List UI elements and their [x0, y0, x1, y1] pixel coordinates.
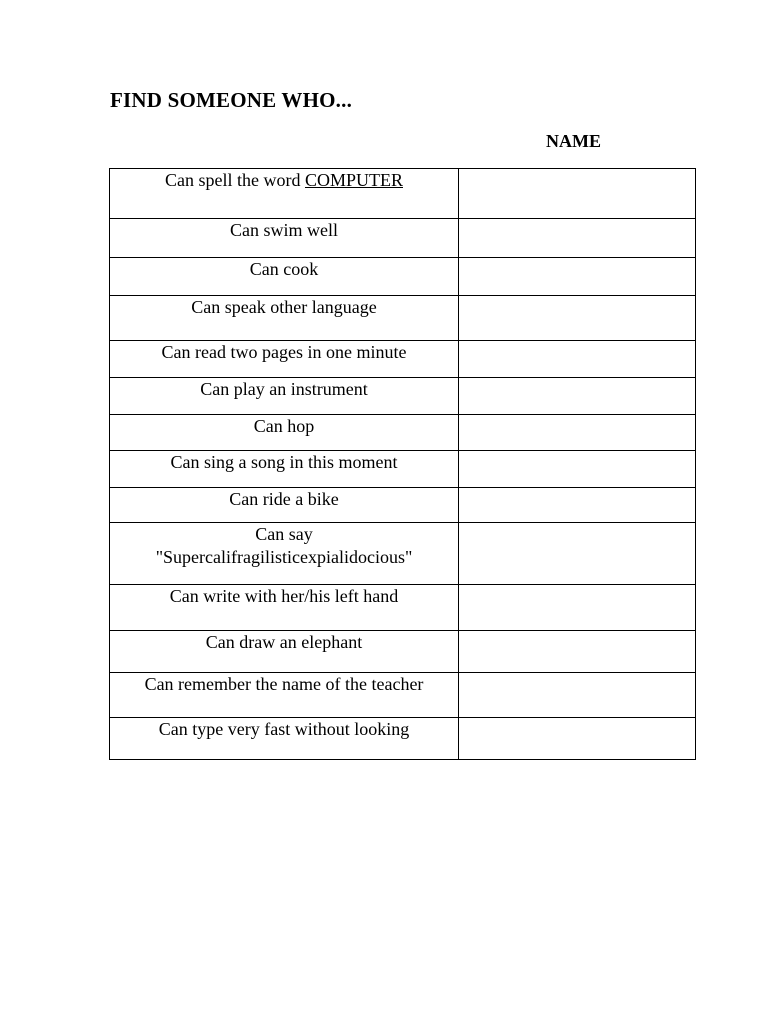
name-column-header: NAME	[546, 131, 601, 151]
table-row	[110, 341, 696, 378]
prompt-cell	[110, 488, 459, 523]
prompt-text: Can swim well	[230, 220, 338, 240]
prompt-cell	[110, 296, 459, 341]
name-answer-cell[interactable]	[459, 296, 696, 341]
name-answer-cell[interactable]	[459, 585, 696, 631]
table-row	[110, 415, 696, 451]
prompt-text: Can draw an elephant	[205, 632, 363, 652]
prompt-text: Can cook	[249, 259, 319, 279]
prompt-cell	[110, 341, 459, 378]
prompt-cell	[110, 169, 459, 219]
name-answer-cell[interactable]	[459, 451, 696, 488]
name-answer-cell[interactable]	[459, 488, 696, 523]
name-answer-cell[interactable]	[459, 219, 696, 258]
prompt-text: Can ride a bike	[229, 489, 339, 509]
table-row	[110, 718, 696, 760]
name-answer-cell[interactable]	[459, 415, 696, 451]
prompt-text: Can type very fast without looking	[158, 719, 410, 739]
prompt-cell	[110, 258, 459, 296]
prompt-text: Can hop	[253, 416, 315, 436]
prompt-text: Can read two pages in one minute	[161, 342, 407, 362]
table-row	[110, 296, 696, 341]
prompt-cell	[110, 523, 459, 585]
name-answer-cell[interactable]	[459, 341, 696, 378]
worksheet-title: FIND SOMEONE WHO...	[110, 88, 353, 112]
table-row	[110, 673, 696, 718]
prompt-cell	[110, 415, 459, 451]
prompt-text: Can spell the word	[165, 170, 305, 190]
prompt-text: Can speak other language	[191, 297, 377, 317]
prompt-text: Can remember the name of the teacher	[144, 674, 424, 694]
table-row	[110, 523, 696, 585]
prompt-text: Can sing a song in this moment	[170, 452, 398, 472]
table-row	[110, 585, 696, 631]
name-answer-cell[interactable]	[459, 718, 696, 760]
prompt-text: Can write with her/his left hand	[169, 586, 399, 606]
name-answer-cell[interactable]	[459, 631, 696, 673]
name-answer-cell[interactable]	[459, 258, 696, 296]
prompt-cell	[110, 378, 459, 415]
prompt-cell	[110, 585, 459, 631]
prompt-cell	[110, 631, 459, 673]
name-answer-cell[interactable]	[459, 378, 696, 415]
table-row	[110, 451, 696, 488]
table-row	[110, 258, 696, 296]
name-answer-cell[interactable]	[459, 673, 696, 718]
table-row	[110, 488, 696, 523]
table-row	[110, 169, 696, 219]
find-someone-table	[109, 168, 696, 760]
table-row	[110, 219, 696, 258]
name-answer-cell[interactable]	[459, 169, 696, 219]
table-row	[110, 631, 696, 673]
table-row	[110, 378, 696, 415]
prompt-text: Can say "Supercalifragilisticexpialidocious"	[155, 524, 413, 567]
prompt-cell	[110, 718, 459, 760]
name-answer-cell[interactable]	[459, 523, 696, 585]
prompt-cell	[110, 219, 459, 258]
emphasized-word: COMPUTER	[304, 170, 403, 190]
prompt-text: Can play an instrument	[200, 379, 368, 399]
prompt-cell	[110, 451, 459, 488]
prompt-cell	[110, 673, 459, 718]
